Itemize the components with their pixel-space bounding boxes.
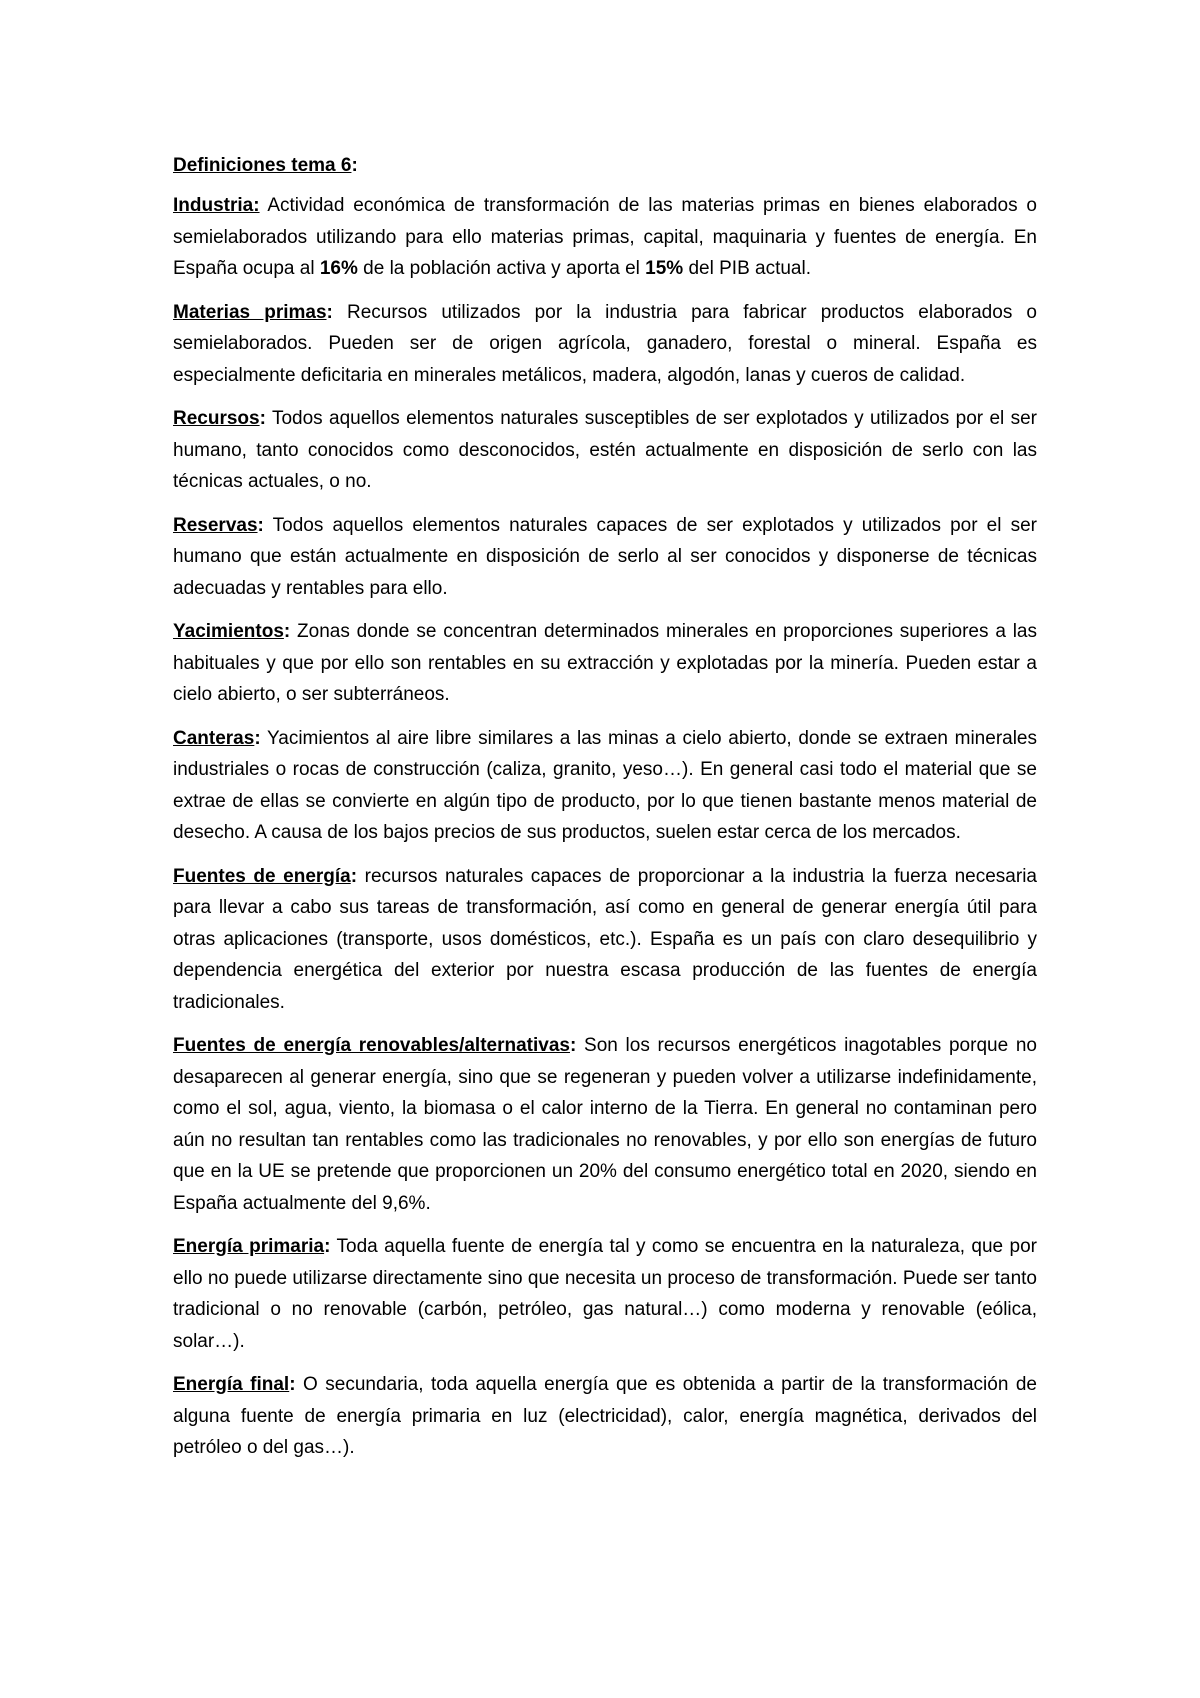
definition-colon: : xyxy=(289,1374,296,1395)
definition-recursos xyxy=(173,403,1037,498)
definition-text: Toda aquella fuente de energía tal y como se encuentra en la naturaleza, que por ello no puede utilizarse directamente sino que necesita un proceso de transformación. Puede ser tanto tradicional o no renovable (carbón, petróleo, gas natural…) como moderna y renovable (eólica, solar…). xyxy=(173,1236,1037,1352)
page-title-colon: : xyxy=(351,155,358,176)
page-title xyxy=(173,150,1037,182)
definition-text: de la población activa y aporta el xyxy=(357,258,646,279)
definition-canteras xyxy=(173,723,1037,849)
definition-colon: : xyxy=(259,408,266,429)
page-title-text: Definiciones tema 6 xyxy=(173,155,352,176)
definition-energia-primaria xyxy=(173,1231,1037,1357)
definition-term: Fuentes de energía xyxy=(173,865,351,887)
definition-energia-final xyxy=(173,1369,1037,1464)
definition-term: Yacimientos xyxy=(173,621,284,642)
definition-term: Canteras xyxy=(173,727,255,749)
definition-term: Recursos xyxy=(173,408,260,429)
definition-text: del PIB actual. xyxy=(683,258,811,279)
definition-term: Reservas xyxy=(173,514,258,536)
definition-text: Son los recursos energéticos inagotables porque no desaparecen al generar energía, sino que se regeneran y pueden volver a utilizarse indefinidamente, como el sol, agua, viento, la biomasa o el calor interno de la Tierra. En general no contaminan pero aún no resultan tan rentables como las tradicionales no renovables, y por ello son energías de futuro que en la UE se pretende que proporcionen un 20% del consumo energético total en 2020, siendo en España actualmente del 9,6%. xyxy=(173,1035,1037,1214)
definition-term: Industria: xyxy=(173,195,260,216)
definition-colon: : xyxy=(569,1035,577,1056)
definition-text: Recursos utilizados por la industria para fabricar productos elaborados o semielaborados. Pueden ser de origen agrícola, ganadero, forestal o mineral. España es especialmente deficitaria en minerales metálicos, madera, algodón, lanas y cueros de calidad. xyxy=(173,301,1038,386)
definition-text: O secundaria, toda aquella energía que es obtenida a partir de la transformación de alguna fuente de energía primaria en luz (electricidad), calor, energía magnética, derivados del petróleo o del gas…). xyxy=(173,1374,1037,1458)
definition-text: Zonas donde se concentran determinados minerales en proporciones superiores a las habituales y que por ello son rentables en su extracción y explotadas por la minería. Pueden estar a cielo abierto, o ser subterráneos. xyxy=(173,621,1037,705)
definition-reservas xyxy=(173,510,1037,605)
definition-colon: : xyxy=(350,865,358,887)
definition-text: Yacimientos al aire libre similares a las minas a cielo abierto, donde se extraen minerales industriales o rocas de construcción (caliza, granito, yeso…). En general casi todo el material que se extrae de ellas se convierte en algún tipo de producto, por lo que tienen bastante menos material de desecho. A causa de los bajos precios de sus productos, suelen estar cerca de los mercados. xyxy=(173,727,1037,843)
definition-colon: : xyxy=(254,727,261,749)
definition-term: Fuentes de energía renovables/alternativas xyxy=(173,1035,570,1056)
definition-yacimientos xyxy=(173,616,1037,711)
definition-fuentes-de-energia xyxy=(173,861,1037,1019)
definition-fuentes-renovables xyxy=(173,1030,1037,1219)
definition-text: Todos aquellos elementos naturales susceptibles de ser explotados y utilizados por el ser humano, tanto conocidos como desconocidos, estén actualmente en disposición de serlo con las técnicas actuales, o no. xyxy=(173,408,1037,492)
definition-stat-gdp: 15% xyxy=(645,258,684,279)
definition-stat-employment: 16% xyxy=(319,258,358,279)
definition-colon: : xyxy=(324,1236,331,1257)
definition-text: recursos naturales capaces de proporcionar a la industria la fuerza necesaria para llevar a cabo sus tareas de transformación, así como en general de generar energía útil para otras aplicaciones (transporte, usos domésticos, etc.). España es un país con claro desequilibrio y dependencia energética del exterior por nuestra escasa producción de las fuentes de energía tradicionales. xyxy=(173,865,1037,1013)
definition-term: Energía primaria xyxy=(173,1236,325,1257)
definition-materias-primas xyxy=(173,297,1037,392)
document-page xyxy=(173,150,1037,1476)
definition-term: Energía final xyxy=(173,1374,290,1395)
definition-colon: : xyxy=(257,514,264,536)
definition-industria xyxy=(173,190,1037,285)
definition-text: Actividad económica de transformación de las materias primas en bienes elaborados o semielaborados utilizando para ello materias primas, capital, maquinaria y fuentes de energía. En España ocupa al xyxy=(173,195,1037,279)
definition-colon: : xyxy=(326,301,333,323)
definition-text: Todos aquellos elementos naturales capaces de ser explotados y utilizados por el ser humano que están actualmente en disposición de serlo al ser conocidos y disponerse de técnicas adecuadas y rentables para ello. xyxy=(173,514,1037,599)
definition-term: Materias primas xyxy=(173,301,327,323)
definition-colon: : xyxy=(283,621,291,642)
